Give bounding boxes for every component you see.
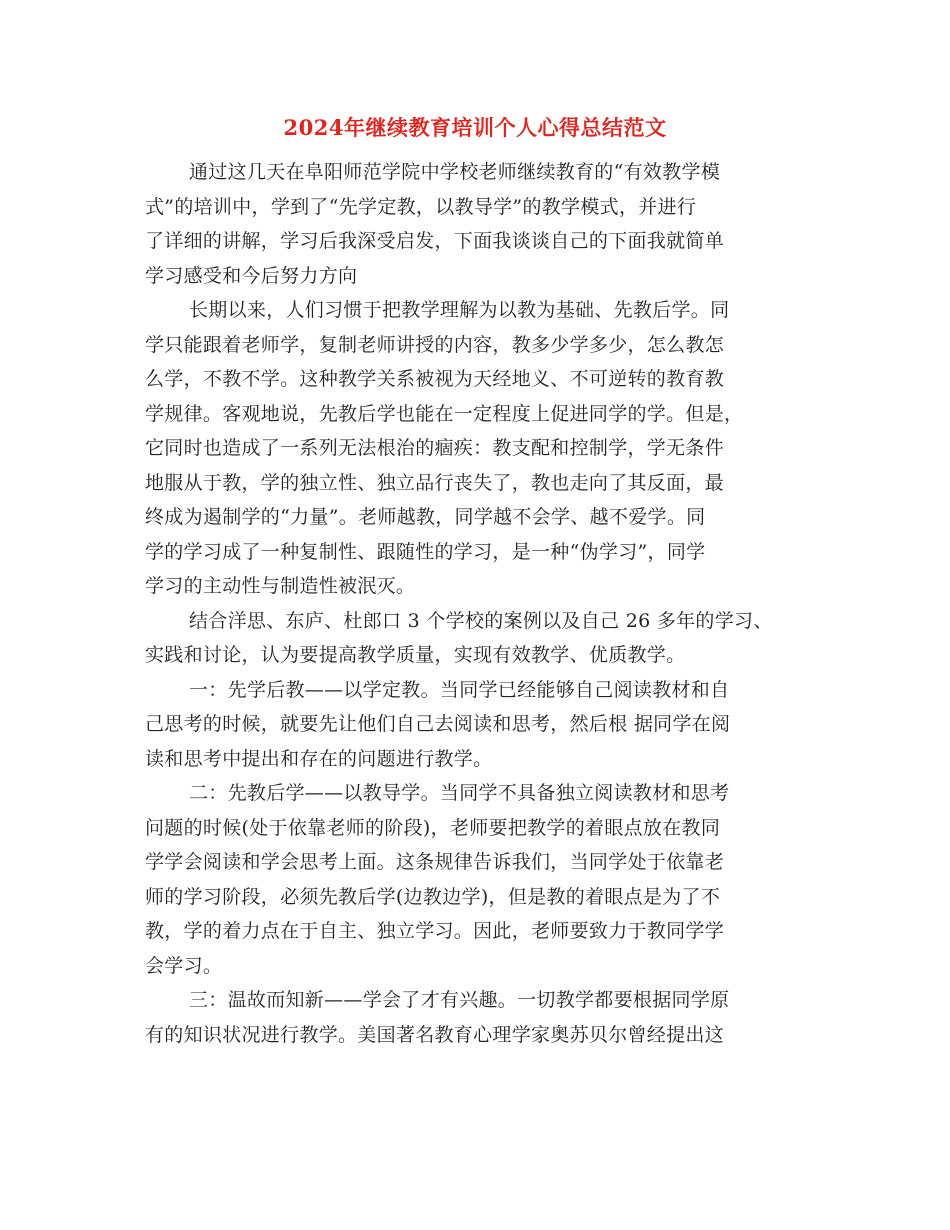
text-line: 学学会阅读和学会思考上面。这条规律告诉我们，当同学处于依靠老 (145, 851, 725, 873)
text-line: 学只能跟着老师学，复制老师讲授的内容，教多少学多少，怎么教怎 (145, 333, 725, 356)
text-line: 实践和讨论，认为要提高教学质量，实现有效教学、优质教学。 (145, 644, 686, 666)
text-line: 会学习。 (145, 954, 223, 977)
text-line: 学规律。客观地说，先教后学也能在一定程度上促进同学的学。但是， (145, 402, 744, 425)
text-line: 结合洋思、东庐、杜郎口 3 个学校的案例以及自己 26 多年的学习、 (189, 609, 773, 632)
text-line: 学习的主动性与制造性被泯灭。 (145, 575, 416, 597)
text-line: 一：先学后教——以学定教。当同学已经能够自己阅读教材和自 (189, 678, 730, 701)
text-line: 学的学习成了一种复制性、跟随性的学习，是一种“伪学习”，同学 (145, 540, 706, 563)
text-line: 长期以来，人们习惯于把教学理解为以教为基础、先教后学。同 (189, 299, 730, 321)
text-line: 通过这几天在阜阳师范学院中学校老师继续教育的“有效教学模 (189, 161, 721, 183)
text-line: 师的学习阶段，必须先教后学(边教边学)，但是教的着眼点是为了不 (145, 885, 721, 908)
text-line: 问题的时候(处于依靠老师的阶段)，老师要把教学的着眼点放在教同 (145, 816, 721, 839)
text-line: 了详细的讲解，学习后我深受启发，下面我谈谈自己的下面我就简单 (145, 230, 725, 252)
text-line: 学习感受和今后努力方向 (145, 264, 358, 287)
text-line: 己思考的时候，就要先让他们自己去阅读和思考，然后根 据同学在阅 (145, 713, 731, 735)
text-line: 么学，不教不学。这种教学关系被视为天经地义、不可逆转的教育教 (145, 368, 725, 390)
text-line: 有的知识状况进行教学。美国著名教育心理学家奥苏贝尔曾经提出这 (145, 1023, 725, 1046)
text-line: 三：温故而知新——学会了才有兴趣。一切教学都要根据同学原 (189, 989, 730, 1011)
text-line: 式”的培训中，学到了“先学定教，以教导学”的教学模式，并进行 (145, 195, 697, 218)
text-line: 教，学的着力点在于自主、独立学习。因此，老师要致力于教同学学 (145, 920, 725, 942)
document-title: 2024年继续教育培训个人心得总结范文 (283, 115, 667, 140)
text-line: 它同时也造成了一系列无法根治的痼疾：教支配和控制学，学无条件 (145, 437, 725, 459)
text-line: 读和思考中提出和存在的问题进行教学。 (145, 747, 493, 770)
text-line: 二：先教后学——以教导学。当同学不具备独立阅读教材和思考 (189, 782, 730, 804)
document-body (145, 155, 825, 1052)
text-line: 终成为遏制学的“力量”。老师越教，同学越不会学、越不爱学。同 (145, 506, 706, 528)
text-line: 地服从于教，学的独立性、独立品行丧失了，教也走向了其反面，最 (145, 471, 725, 494)
